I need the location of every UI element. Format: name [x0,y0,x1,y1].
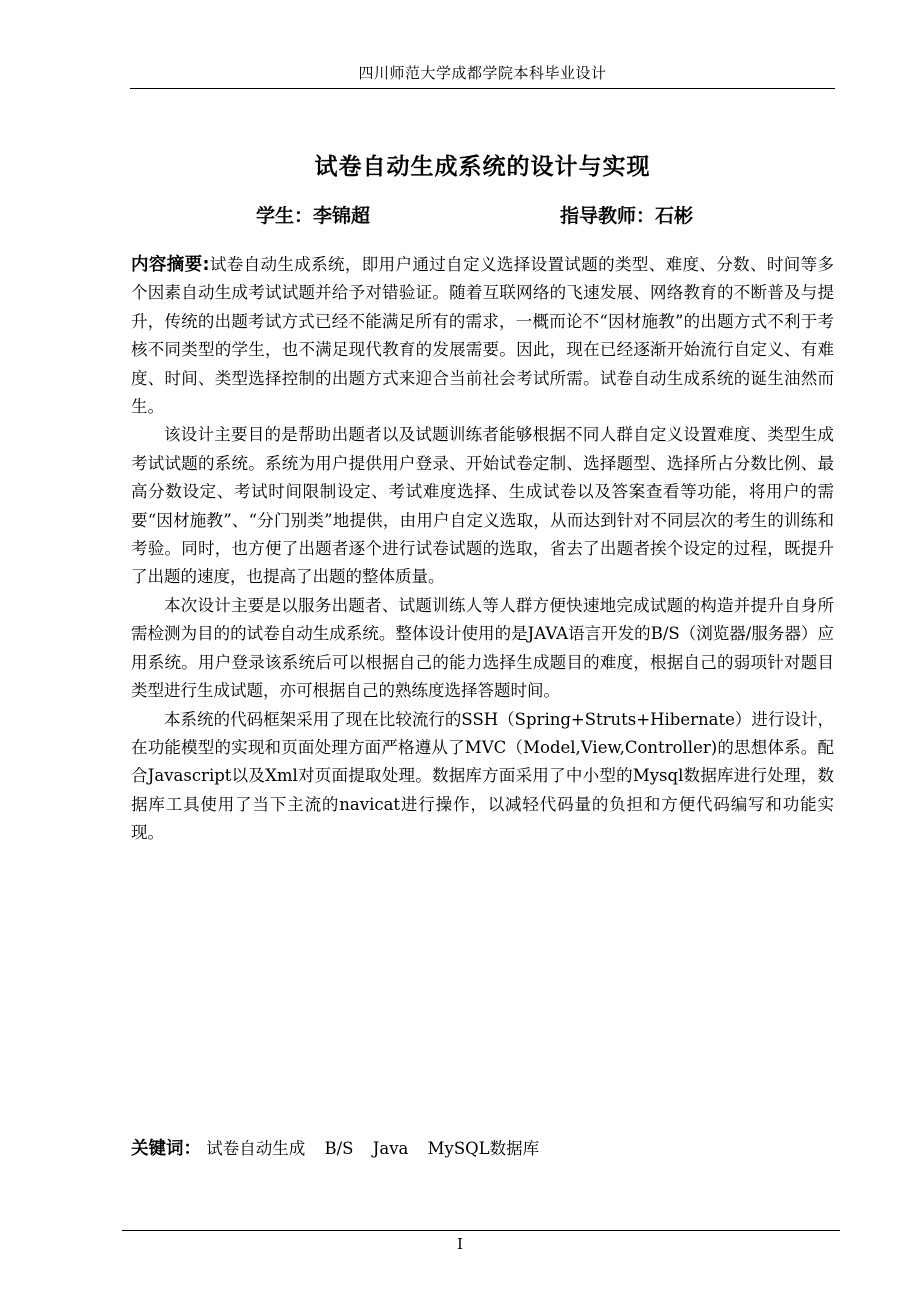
abstract-paragraph: 该设计主要目的是帮助出题者以及试题训练者能够根据不同人群自定义设置难度、类型生成考试试题的系统。系统为用户提供用户登录、开始试卷定制、选择题型、选择所占分数比例、最高分数设定、考试时间限制设定、考试难度选择、生成试卷以及答案查看等功能，将用户的需要“因材施教”、“分门别类”地提供，由用户自定义选取，从而达到针对不同层次的考生的训练和考验。同时，也方便了出题者逐个进行试卷试题的选取，省去了出题者挨个设定的过程，既提升了出题的速度，也提高了出题的整体质量。 [131,425,834,587]
keywords-line [131,1135,834,1163]
page-number: I [457,1235,463,1253]
abstract-body [131,251,834,848]
keyword: Java [372,1139,409,1158]
abstract-paragraph: 本系统的代码框架采用了现在比较流行的SSH（Spring+Struts+Hibernate）进行设计，在功能模型的实现和页面处理方面严格遵从了MVC（Model,View,Controller)的思想体系。配合Javascript以及Xml对页面提取处理。数据库方面采用了中小型的Mysql数据库进行处理，数据库工具使用了当下主流的navicat进行操作，以减轻代码量的负担和方便代码编写和功能实现。 [131,709,834,843]
keyword: B/S [324,1139,354,1158]
keyword: MySQL数据库 [427,1139,540,1158]
abstract-label: 内容摘要: [131,255,210,275]
abstract-paragraph: 本次设计主要是以服务出题者、试题训练人等人群方便快速地完成试题的构造并提升自身所需检测为目的的试卷自动生成系统。整体设计使用的是JAVA语言开发的B/S（浏览器/服务器）应用系统。用户登录该系统后可以根据自己的能力选择生成题目的难度，根据自己的弱项针对题目类型进行生成试题，亦可根据自己的熟练度选择答题时间。 [131,595,834,701]
document-title: 试卷自动生成系统的设计与实现 [314,154,651,180]
keywords-label: 关键词： [131,1139,201,1159]
abstract-paragraph-text: 试卷自动生成系统，即用户通过自定义选择设置试题的类型、难度、分数、时间等多个因素自动生成考试试题并给予对错验证。随着互联网络的飞速发展、网络教育的不断普及与提升，传统的出题考试方式已经不能满足所有的需求，一概而论不“因材施教”的出题方式不利于考核不同类型的学生，也不满足现代教育的发展需要。因此，现在已经逐渐开始流行自定义、有难度、时间、类型选择控制的出题方式来迎合当前社会考试所需。试卷自动生成系统的诞生油然而生。 [131,255,835,417]
footer-rule [122,1230,840,1231]
author-line [0,201,920,229]
running-header: 四川师范大学成都学院本科毕业设计 [358,64,607,82]
advisor-name: 指导教师：石彬 [560,205,694,227]
abstract-paragraph [131,251,834,421]
keyword: 试卷自动生成 [206,1139,306,1158]
student-name: 学生：李锦超 [256,205,371,227]
header-rule [130,88,835,89]
